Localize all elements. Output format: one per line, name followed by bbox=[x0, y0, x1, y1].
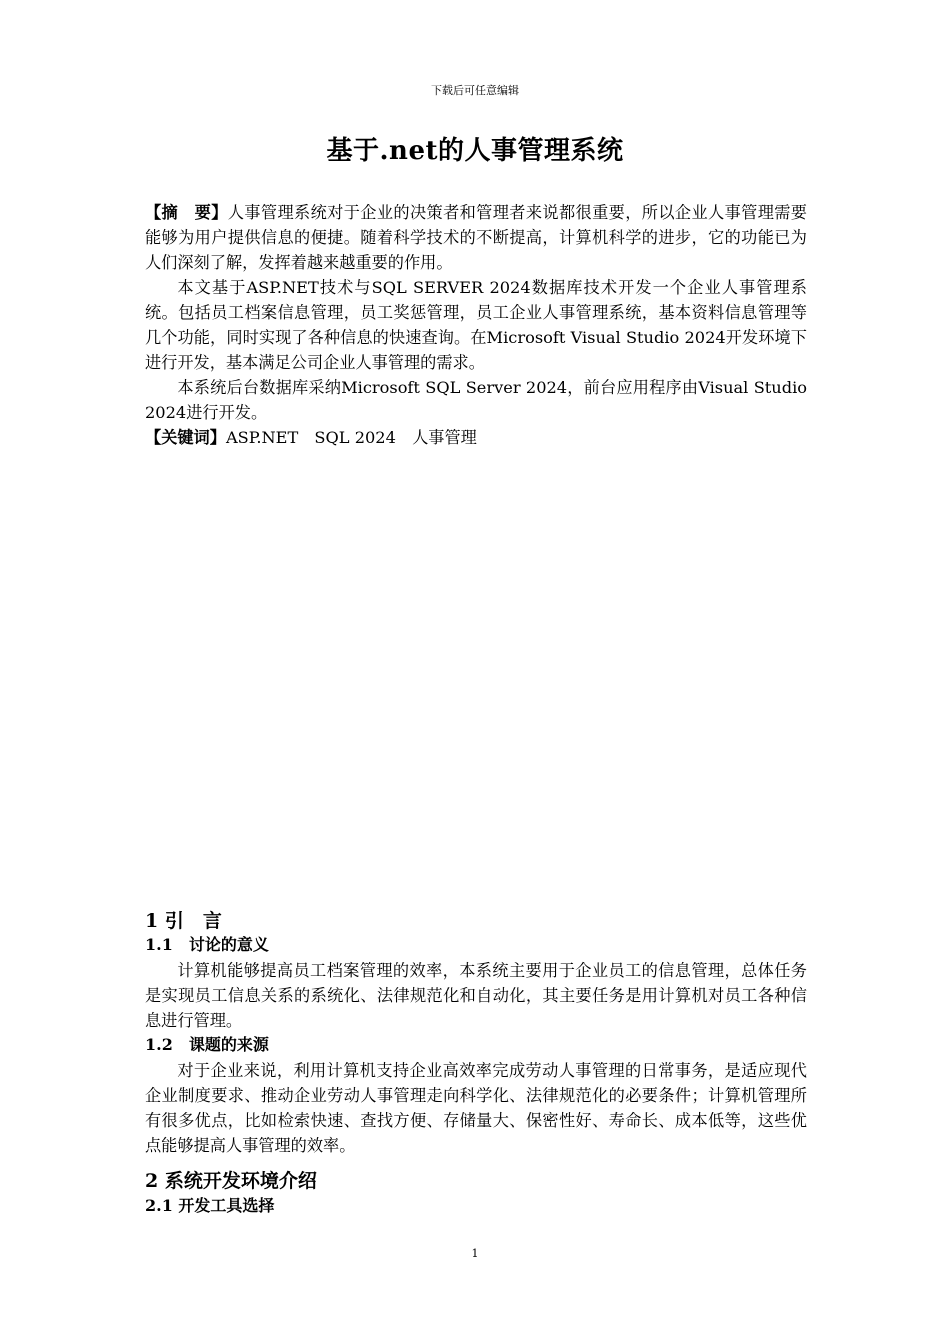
page-number: 1 bbox=[471, 1247, 479, 1260]
keywords-line bbox=[145, 425, 807, 450]
section-2-1-heading: 2.1 开发工具选择 bbox=[145, 1196, 275, 1215]
section-1-2-body bbox=[145, 1058, 807, 1158]
section-1-1-heading: 1.1 讨论的意义 bbox=[145, 935, 269, 954]
abstract-paragraph-2: 本文基于ASP.NET技术与SQL SERVER 2024数据库技术开发一个企业人事管理系统。包括员工档案信息管理，员工奖惩管理，员工企业人事管理系统，基本资料信息管理等几个功能，同时实现了各种信息的快速查询。在Microsoft Visual Studio 2024开发环境下进行开发，基本满足公司企业人事管理的需求。 bbox=[145, 278, 807, 372]
section-1-2-paragraph: 对于企业来说，利用计算机支持企业高效率完成劳动人事管理的日常事务，是适应现代企业制度要求、推动企业劳动人事管理走向科学化、法律规范化的必要条件；计算机管理所有很多优点，比如检索快速、查找方便、存储量大、保密性好、寿命长、成本低等，这些优点能够提高人事管理的效率。 bbox=[145, 1061, 807, 1155]
keywords-text: ASP.NET SQL 2024 人事管理 bbox=[225, 428, 477, 447]
section-1-1-paragraph: 计算机能够提高员工档案管理的效率，本系统主要用于企业员工的信息管理，总体任务是实现员工信息关系的系统化、法律规范化和自动化，其主要任务是用计算机对员工各种信息进行管理。 bbox=[145, 961, 807, 1030]
keywords-label: 【关键词】 bbox=[145, 428, 226, 447]
abstract-text-1: 人事管理系统对于企业的决策者和管理者来说都很重要，所以企业人事管理需要能够为用户提供信息的便捷。随着科学技术的不断提高，计算机科学的进步，它的功能已为人们深刻了解，发挥着越来越重要的作用。 bbox=[145, 203, 807, 272]
header-note: 下载后可任意编辑 bbox=[431, 84, 519, 97]
abstract-label: 【摘 要】 bbox=[145, 203, 228, 222]
section-2-heading: 2 系统开发环境介绍 bbox=[145, 1170, 317, 1192]
abstract-paragraph-1 bbox=[145, 200, 807, 275]
abstract-paragraph-3: 本系统后台数据库采纳Microsoft SQL Server 2024，前台应用程序由Visual Studio 2024进行开发。 bbox=[145, 378, 807, 422]
abstract-section bbox=[145, 200, 807, 450]
section-1-heading: 1 引 言 bbox=[145, 910, 222, 932]
page-title: 基于.net的人事管理系统 bbox=[326, 136, 624, 166]
section-1-2-heading: 1.2 课题的来源 bbox=[145, 1035, 269, 1054]
section-1-1-body bbox=[145, 958, 807, 1033]
